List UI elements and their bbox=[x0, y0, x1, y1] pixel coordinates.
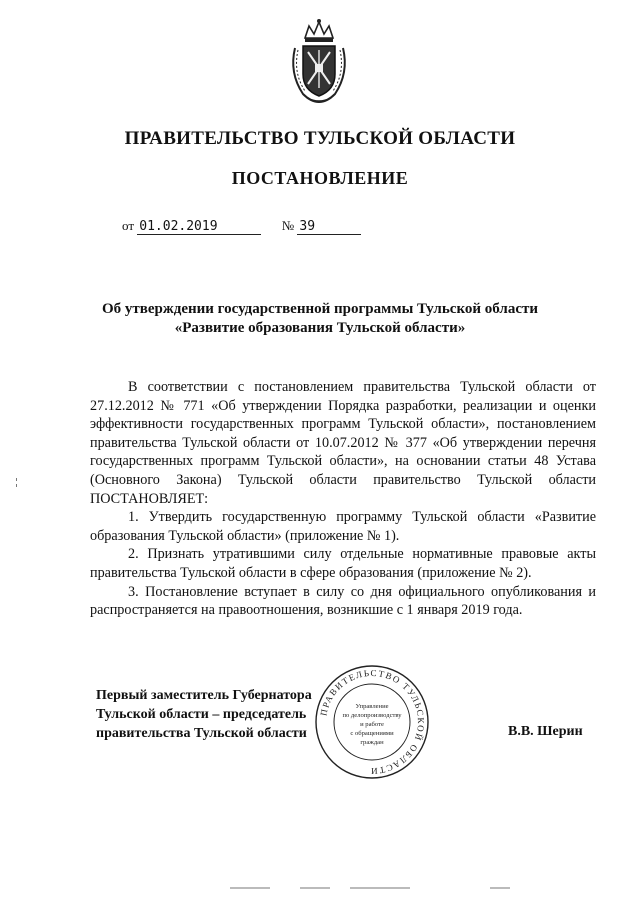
number-value: 39 bbox=[297, 219, 361, 235]
resolution-item-2: 2. Признать утратившими силу отдельные нормативные правовые акты правительства Тульской области в сфере образования (приложение № 2). bbox=[90, 546, 596, 581]
government-title: ПРАВИТЕЛЬСТВО ТУЛЬСКОЙ ОБЛАСТИ bbox=[124, 128, 516, 149]
date-label: от bbox=[122, 218, 135, 233]
document-type: ПОСТАНОВЛЕНИЕ bbox=[231, 168, 409, 188]
document-subject bbox=[60, 300, 580, 338]
preamble-paragraph: В соответствии с постановлением правительства Тульской области от 27.12.2012 № 771 «Об утверждении Порядка разработки, реализации и оценки эффективности государственных программ Тульской области», постановлением правительства Тульской области от 10.07.2012 № 377 «Об утверждении перечня государственных программ Тульской области», на основании статьи 48 Устава (Основного Закона) Тульской области правительство Тульской области ПОСТАНОВЛЯЕТ: bbox=[90, 379, 596, 507]
scan-artifact bbox=[300, 887, 330, 889]
position-line-2: Тульской области – председатель bbox=[96, 707, 307, 722]
stamp-line-1: Управление bbox=[355, 703, 389, 710]
stamp-line-5: граждан bbox=[360, 739, 384, 746]
svg-text:ПРАВИТЕЛЬСТВО ТУЛЬСКОЙ ОБЛАСТИ: ПРАВИТЕЛЬСТВО ТУЛЬСКОЙ ОБЛАСТИ bbox=[318, 667, 427, 777]
coat-of-arms-icon bbox=[285, 18, 353, 104]
date-value: 01.02.2019 bbox=[137, 219, 261, 235]
document-meta bbox=[122, 218, 361, 235]
signer-name: В.В. Шерин bbox=[508, 724, 583, 739]
position-line-3: правительства Тульской области bbox=[96, 726, 307, 741]
official-stamp bbox=[312, 662, 432, 782]
scan-artifact bbox=[490, 887, 510, 889]
stamp-line-3: и работе bbox=[360, 721, 384, 728]
document-body bbox=[90, 378, 596, 620]
subject-line-1: Об утверждении государственной программы Тульской области bbox=[101, 301, 538, 317]
position-line-1: Первый заместитель Губернатора bbox=[96, 688, 312, 703]
stamp-line-4: с обращениями bbox=[350, 730, 394, 737]
scan-artifact bbox=[230, 887, 270, 889]
subject-line-2: «Развитие образования Тульской области» bbox=[174, 320, 466, 336]
stamp-line-2: по делопроизводству bbox=[342, 712, 402, 719]
resolution-item-1: 1. Утвердить государственную программу Тульской области «Развитие образования Тульской области» (приложение № 1). bbox=[90, 509, 596, 544]
number-label: № bbox=[281, 218, 295, 233]
scan-artifact bbox=[350, 887, 410, 889]
scan-artifact bbox=[16, 478, 18, 488]
resolution-item-3: 3. Постановление вступает в силу со дня официального опубликования и распространяется на правоотношения, возникшие с 1 января 2019 года. bbox=[90, 583, 596, 619]
signatory-position bbox=[96, 686, 336, 743]
